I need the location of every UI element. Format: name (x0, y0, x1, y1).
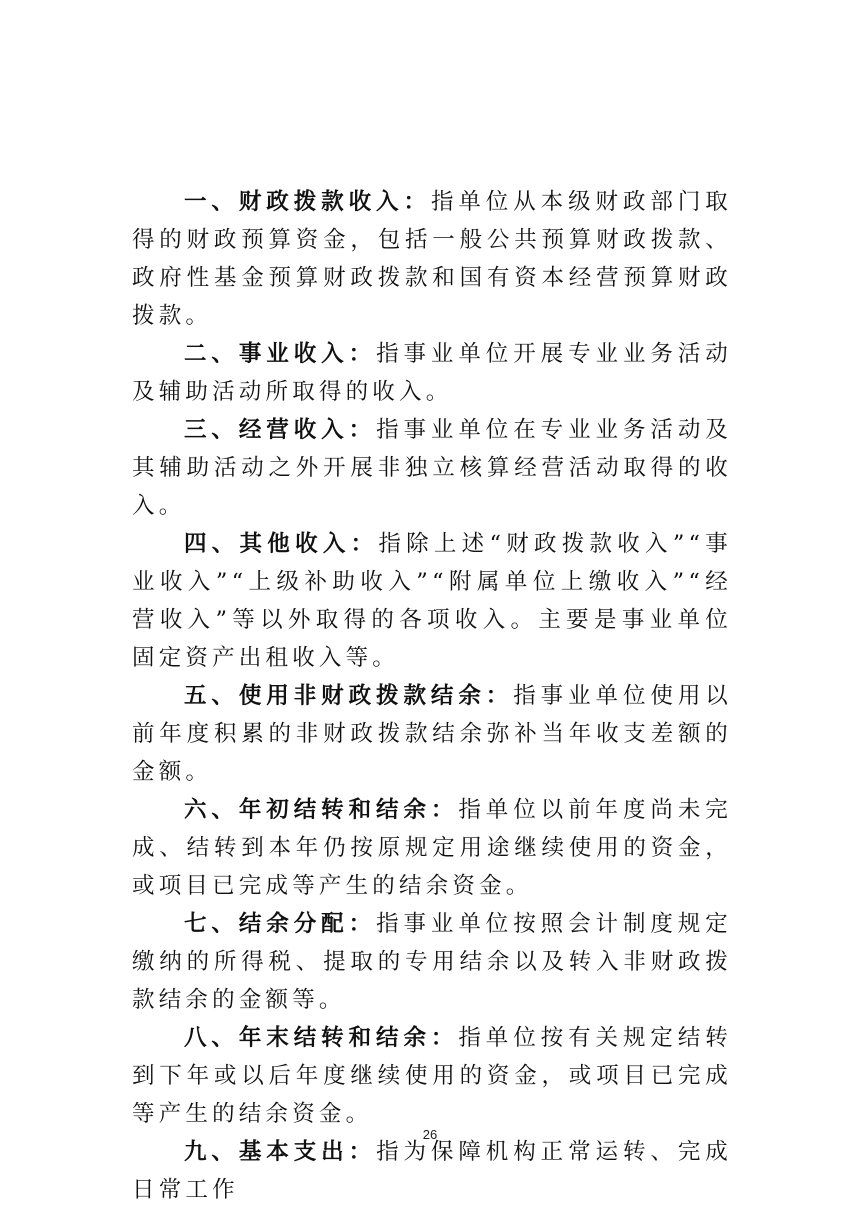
definition-term: 八、年末结转和结余： (184, 1025, 459, 1051)
definition-paragraph-4 (132, 525, 732, 677)
definition-text: 指事业单位使用以前年度积累的非财政拨款结余弥补当年收支差额的金额。 (132, 683, 732, 785)
definition-paragraph-3 (132, 411, 732, 525)
definition-paragraph-7 (132, 905, 732, 1019)
definition-paragraph-9 (132, 1133, 732, 1209)
definition-term: 七、结余分配： (184, 911, 377, 937)
definition-term: 二、事业收入： (184, 341, 377, 367)
definition-text: 指事业单位按照会计制度规定缴纳的所得税、提取的专用结余以及转入非财政拨款结余的金额等。 (132, 911, 732, 1013)
definition-paragraph-2 (132, 335, 732, 411)
definition-term: 一、财政拨款收入： (184, 189, 431, 215)
definition-text: 指为保障机构正常运转、完成日常工作 (132, 1139, 732, 1203)
definition-text: 指除上述“财政拨款收入”“事业收入”“上级补助收入”“附属单位上缴收入”“经营收入”等以外取得的各项收入。主要是事业单位固定资产出租收入等。 (132, 531, 732, 671)
page-number: 26 (422, 1127, 438, 1142)
definition-term: 四、其他收入： (184, 531, 379, 557)
definition-paragraph-1 (132, 183, 732, 335)
definition-term: 九、基本支出： (184, 1139, 377, 1165)
definition-text: 指事业单位在专业业务活动及其辅助活动之外开展非独立核算经营活动取得的收入。 (132, 417, 732, 519)
definition-term: 六、年初结转和结余： (184, 797, 459, 823)
definition-term: 三、经营收入： (184, 417, 377, 443)
definition-paragraph-8 (132, 1019, 732, 1133)
definition-paragraph-5 (132, 677, 732, 791)
body-text (132, 183, 732, 1209)
definition-term: 五、使用非财政拨款结余： (184, 683, 514, 709)
definition-paragraph-6 (132, 791, 732, 905)
definition-text: 指事业单位开展专业业务活动及辅助活动所取得的收入。 (132, 341, 732, 405)
definition-text: 指单位从本级财政部门取得的财政预算资金，包括一般公共预算财政拨款、政府性基金预算财政拨款和国有资本经营预算财政拨款。 (132, 189, 732, 329)
definition-text: 指单位按有关规定结转到下年或以后年度继续使用的资金，或项目已完成等产生的结余资金。 (132, 1025, 732, 1127)
definition-text: 指单位以前年度尚未完成、结转到本年仍按原规定用途继续使用的资金，或项目已完成等产生的结余资金。 (132, 797, 732, 899)
